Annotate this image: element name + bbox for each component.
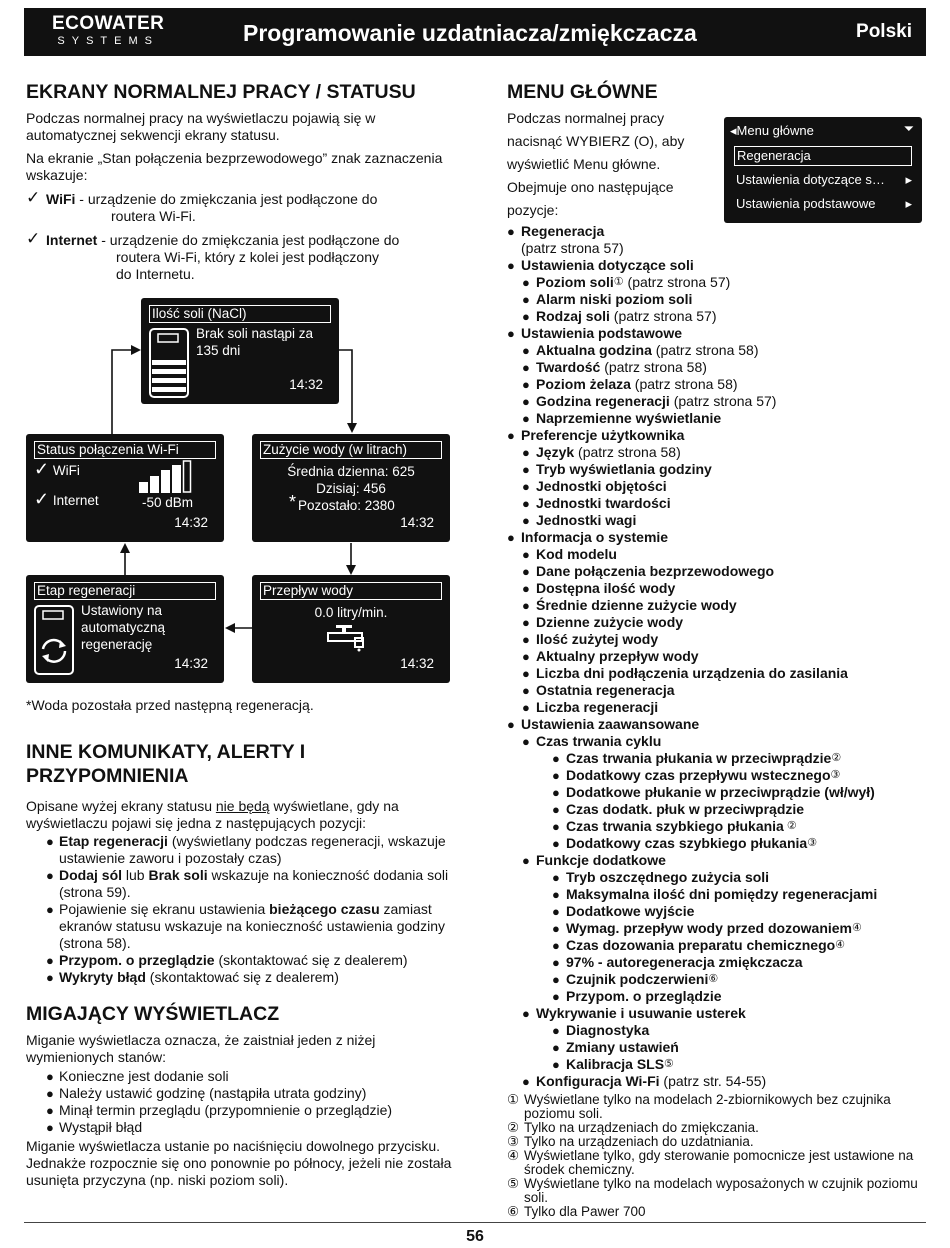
menu-tree-item-label: Naprzemienne wyświetlanie: [536, 410, 722, 426]
check-wifi-cont: routera Wi-Fi.: [111, 208, 196, 224]
footnote-number: ④: [507, 1148, 520, 1163]
menu-tree-item: [507, 461, 927, 478]
menu-tree-item-label: Kod modelu: [536, 546, 617, 562]
menu-tree-item: [507, 716, 927, 733]
section-status-title: EKRANY NORMALNEJ PRACY / STATUSU: [26, 81, 416, 103]
menu-tree-item-label: Ustawienia zaawansowane: [521, 716, 700, 732]
alert-text: (skontaktować się z dealerem): [214, 952, 408, 968]
section-alerts-title-line2: PRZYPOMNIENIA: [26, 765, 189, 787]
menu-tree-item: [507, 886, 927, 903]
footnote-number: ⑤: [507, 1176, 520, 1191]
menu-tree-item: [507, 223, 927, 240]
menu-tree-item-label: Ustawienia dotyczące soli: [521, 257, 694, 273]
bullet-icon: ●: [552, 921, 560, 936]
bullet-icon: ●: [507, 326, 515, 341]
menu-tree-item-label: Poziom soli: [536, 274, 614, 290]
menu-tree-item-label: Regeneracja: [521, 223, 605, 239]
page-title: Programowanie uzdatniacza/zmiękczacza: [243, 20, 697, 46]
alert-text: (wyświetlany podczas regeneracji, wskazuje ustawienie zaworu i pozostały czas): [59, 833, 446, 866]
section-flashing-paragraph1: Miganie wyświetlacza oznacza, że zaistniał jeden z niżej wymienionych stanów:: [26, 1032, 376, 1065]
menu-item-label: Ustawienia dotyczące s…: [736, 172, 885, 187]
menu-tree-item-label: Dodatkowy czas szybkiego płukania: [566, 835, 808, 851]
bullet-icon: ●: [522, 496, 530, 511]
menu-item-basic-settings[interactable]: [734, 194, 912, 214]
bullet-icon: ●: [552, 1057, 560, 1072]
menu-tree-item: [507, 699, 927, 716]
menu-tree-item: [507, 393, 927, 410]
bullet-icon: ●: [522, 547, 530, 562]
bullet-icon: ●: [552, 1023, 560, 1038]
menu-tree-item: [507, 631, 927, 648]
alerts-p-pre: Opisane wyżej ekrany statusu: [26, 798, 216, 814]
bullet-icon: ●: [507, 717, 515, 732]
bullet-icon: ●: [552, 887, 560, 902]
footnote-marker: ②: [783, 820, 797, 832]
footer-divider: [24, 1222, 926, 1223]
dropdown-arrow-icon: ⏷: [903, 121, 914, 136]
bullet-icon: ●: [552, 785, 560, 800]
section-status-paragraph2: Na ekranie „Stan połączenia bezprzewodowego” znak zaznaczenia wskazuje:: [26, 150, 443, 183]
menu-tree-item: [507, 308, 927, 325]
menu-tree-item: [507, 835, 927, 852]
check-internet-cont1: routera Wi-Fi, który z kolei jest podłączony: [116, 249, 379, 265]
menu-tree-item: [507, 954, 927, 971]
bullet-icon: ●: [522, 394, 530, 409]
menu-tree-item-note: (patrz strona 57): [623, 274, 731, 290]
bullet-icon: ●: [552, 768, 560, 783]
bullet-icon: ●: [507, 224, 515, 239]
alerts-p-post: wyświetlane, gdy na wyświetlaczu pojawi się jedna z następujących pozycji:: [26, 798, 399, 831]
alert-text: Pojawienie się ekranu ustawienia: [59, 901, 270, 917]
alert-text: (skontaktować się z dealerem): [145, 969, 339, 985]
screen-title: Status połączenia Wi-Fi: [34, 441, 216, 459]
checkmark-icon: ✓: [26, 229, 41, 248]
bullet-icon: ●: [522, 360, 530, 375]
footnote-remaining-water: *Woda pozostała przed następną regeneracją.: [26, 697, 314, 713]
flash-item: ● Minął termin przeglądu (przypomnienie o przeglądzie): [46, 1102, 461, 1119]
alert-bold: bieżącego czasu: [269, 901, 380, 917]
menu-tree-item: [507, 801, 927, 818]
menu-tree-item-label: Konfiguracja Wi-Fi: [536, 1073, 660, 1089]
screen-time: 14:32: [400, 656, 434, 671]
alert-item: [46, 867, 461, 901]
menu-tree-item: [507, 444, 927, 461]
menu-tree-item: [507, 580, 927, 597]
menu-tree-item-label: Czas dozowania preparatu chemicznego: [566, 937, 836, 953]
footnote-item: [507, 1135, 927, 1149]
footnote-text: Tylko dla Pawer 700: [524, 1204, 646, 1219]
menu-tree-item: [507, 733, 927, 750]
intro-line: wyświetlić Menu główne.: [507, 156, 661, 172]
menu-tree-item: [507, 750, 927, 767]
bullet-icon: ●: [507, 258, 515, 273]
menu-tree-item: [507, 971, 927, 988]
footnote-text: Wyświetlane tylko na modelach wyposażonych w czujnik poziomu soli.: [524, 1176, 918, 1205]
footnote-number: ②: [507, 1120, 520, 1135]
bullet-icon: ●: [522, 445, 530, 460]
regen-line3: regenerację: [81, 637, 153, 652]
menu-tree-item-label: Przypom. o przeglądzie: [566, 988, 722, 1004]
usage-average: Średnia dzienna: 625: [287, 464, 415, 479]
screen-title: Zużycie wody (w litrach): [260, 441, 442, 459]
menu-tree: [507, 223, 927, 1090]
bullet-icon: ●: [552, 938, 560, 953]
menu-tree-item: [507, 1039, 927, 1056]
check-wifi-text: - urządzenie do zmiękczania jest podłączone do: [75, 191, 378, 207]
menu-tree-item: [507, 274, 927, 291]
main-menu-screen: [724, 117, 922, 223]
menu-tree-item-label: Funkcje dodatkowe: [536, 852, 666, 868]
screen-title: Etap regeneracji: [34, 582, 216, 600]
screen-time: 14:32: [400, 515, 434, 530]
checkmark-icon: ✓: [34, 459, 50, 479]
menu-tree-item-label: 97% - autoregeneracja zmiękczacza: [566, 954, 803, 970]
menu-item-salt-settings[interactable]: [734, 170, 912, 190]
footnote-number: ③: [507, 1134, 520, 1149]
menu-tree-item: [507, 325, 927, 342]
bullet-icon: ●: [522, 309, 530, 324]
screen-title: Ilość soli (NaCl): [149, 305, 331, 323]
bullet-icon: ●: [522, 598, 530, 613]
menu-tree-item-label: Rodzaj soli: [536, 308, 610, 324]
bullet-icon: ●: [552, 836, 560, 851]
menu-tree-item-label: Aktualny przepływ wody: [536, 648, 699, 664]
regen-line2: automatyczną: [81, 620, 166, 635]
bullet-icon: ●: [522, 513, 530, 528]
menu-tree-item: [507, 240, 927, 257]
section-status-paragraph1: Podczas normalnej pracy na wyświetlaczu pojawią się w automatycznej sekwencji ekrany statusu.: [26, 110, 376, 143]
menu-tree-item-label: Godzina regeneracji: [536, 393, 670, 409]
alert-text: zamiast ekranów statusu wskazuje na konieczność ustawienia godziny (strona 58).: [59, 901, 445, 951]
screen-time: 14:32: [289, 377, 323, 392]
flash-item: ● Wystąpił błąd: [46, 1119, 461, 1136]
menu-tree-item-note: (patrz strona 58): [651, 342, 759, 358]
footnote-item: [507, 1177, 927, 1205]
menu-tree-item-label: Dzienne zużycie wody: [536, 614, 684, 630]
left-arrow-icon: ◂: [730, 123, 737, 138]
regen-line1: Ustawiony na: [81, 603, 163, 618]
menu-tree-item: [507, 937, 927, 954]
menu-tree-item-label: Dostępna ilość wody: [536, 580, 676, 596]
menu-tree-item: [507, 359, 927, 376]
menu-tree-item-label: Czujnik podczerwieni: [566, 971, 709, 987]
menu-tree-item: [507, 903, 927, 920]
menu-tree-item: [507, 512, 927, 529]
alert-item: [46, 901, 461, 952]
alert-bold: Dodaj sól: [59, 867, 123, 883]
bullet-icon: ●: [522, 700, 530, 715]
menu-tree-item: [507, 495, 927, 512]
check-wifi-term: WiFi: [46, 191, 76, 207]
menu-tree-item: [507, 920, 927, 937]
menu-tree-item-label: Czas trwania cyklu: [536, 733, 662, 749]
menu-tree-item: [507, 682, 927, 699]
menu-tree-item-label: Liczba regeneracji: [536, 699, 659, 715]
salt-line2: 135 dni: [196, 343, 241, 358]
footnote-text: Wyświetlane tylko, gdy sterowanie pomocnicze jest ustawione na środek chemiczny.: [524, 1148, 914, 1177]
footnote-number: ⑥: [507, 1204, 520, 1219]
bullet-icon: ●: [507, 428, 515, 443]
chevron-right-icon: ▸: [905, 196, 912, 211]
bullet-icon: ●: [522, 462, 530, 477]
usage-star: *: [289, 492, 297, 512]
usage-today: Dzisiaj: 456: [316, 481, 386, 496]
menu-tree-item: [507, 597, 927, 614]
alert-text: wskazuje na konieczność dodania soli (strona 59).: [59, 867, 449, 900]
right-column: [507, 80, 927, 1219]
section-alerts-title-line1: INNE KOMUNIKATY, ALERTY I: [26, 741, 306, 763]
menu-tree-item-label: Tryb oszczędnego zużycia soli: [566, 869, 770, 885]
menu-tree-item-label: Poziom żelaza: [536, 376, 631, 392]
bullet-icon: ●: [522, 292, 530, 307]
menu-tree-item: [507, 869, 927, 886]
logo-line2: SYSTEMS: [57, 35, 159, 47]
bullet-icon: ●: [552, 989, 560, 1004]
menu-header-label: Menu główne: [736, 123, 814, 138]
section-flashing-paragraph2: Miganie wyświetlacza ustanie po naciśnięciu dowolnego przycisku. Jednakże rozpocznie się ono ponownie po północy, jeżeli nie została usunięta przyczyna (np. niski poziom soli).: [26, 1138, 452, 1188]
menu-tree-item-label: Jednostki twardości: [536, 495, 671, 511]
menu-tree-item-label: Twardość: [536, 359, 601, 375]
bullet-icon: ●: [552, 904, 560, 919]
menu-tree-item: [507, 257, 927, 274]
menu-tree-item-note: (patrz strona 57): [521, 240, 624, 256]
footnote-item: [507, 1121, 927, 1135]
page-number: 56: [466, 1228, 484, 1245]
menu-tree-item-label: Wykrywanie i usuwanie usterek: [536, 1005, 746, 1021]
bullet-icon: ●: [507, 530, 515, 545]
section-alerts-paragraph: [26, 798, 461, 832]
menu-tree-item-note: (patrz strona 58): [574, 444, 681, 460]
menu-tree-item-label: Dane połączenia bezprzewodowego: [536, 563, 775, 579]
menu-tree-item-label: Język: [536, 444, 575, 460]
menu-tree-item-label: Dodatkowe płukanie w przeciwprądzie (wł/wył): [566, 784, 875, 800]
bullet-icon: ●: [522, 632, 530, 647]
menu-tree-item-label: Czas trwania szybkiego płukania: [566, 818, 784, 834]
left-column-bottom: [26, 697, 461, 1189]
footnote-item: [507, 1149, 927, 1177]
bullet-icon: ●: [522, 649, 530, 664]
main-menu-title: MENU GŁÓWNE: [507, 81, 658, 103]
menu-tree-item-label: Średnie dzienne zużycie wody: [536, 597, 737, 613]
menu-tree-item-note: (patrz strona 57): [669, 393, 777, 409]
salt-line1: Brak soli nastąpi za: [196, 326, 314, 341]
menu-tree-item: [507, 342, 927, 359]
check-internet-cont2: do Internetu.: [116, 266, 195, 282]
bullet-icon: ●: [522, 853, 530, 868]
menu-header-row: [730, 121, 912, 141]
intro-line: nacisnąć WYBIERZ (O), aby: [507, 133, 685, 149]
alert-bold: Brak soli: [148, 867, 208, 883]
footnote-marker: ④: [835, 939, 846, 951]
menu-tree-item-label: Alarm niski poziom soli: [536, 291, 693, 307]
menu-tree-item-label: Aktualna godzina: [536, 342, 652, 358]
alert-text: lub: [122, 867, 149, 883]
menu-tree-item: [507, 546, 927, 563]
menu-tree-item: [507, 563, 927, 580]
flash-item: ● Należy ustawić godzinę (nastąpiła utrata godziny): [46, 1085, 461, 1102]
internet-label: Internet: [52, 493, 99, 508]
footnote-marker: ③: [807, 837, 818, 849]
bullet-icon: ●: [522, 666, 530, 681]
bullet-icon: ●: [522, 615, 530, 630]
intro-line: pozycje:: [507, 202, 559, 218]
menu-tree-item-label: Diagnostyka: [566, 1022, 650, 1038]
bullet-icon: ●: [552, 870, 560, 885]
bullet-icon: ●: [522, 564, 530, 579]
menu-tree-item: [507, 988, 927, 1005]
footnote-text: Tylko na urządzeniach do zmiękczania.: [524, 1120, 759, 1135]
bullet-icon: ●: [552, 955, 560, 970]
menu-tree-item-label: Jednostki objętości: [536, 478, 667, 494]
bullet-icon: ●: [522, 411, 530, 426]
bullet-icon: ●: [522, 343, 530, 358]
bullet-icon: ●: [552, 972, 560, 987]
alert-bold: Wykryty błąd: [59, 969, 146, 985]
menu-item-label: Ustawienia podstawowe: [736, 196, 876, 211]
menu-tree-item: [507, 784, 927, 801]
usage-remaining: Pozostało: 2380: [298, 498, 395, 513]
screen-time: 14:32: [174, 515, 208, 530]
bullet-icon: ●: [552, 1040, 560, 1055]
flow-value: 0.0 litry/min.: [314, 605, 388, 620]
footnote-text: Wyświetlane tylko na modelach 2-zbiornikowych bez czujnika poziomu soli.: [524, 1092, 891, 1121]
check-internet-term: Internet: [46, 232, 98, 248]
menu-tree-item: [507, 291, 927, 308]
menu-tree-item-note: (patrz strona 58): [630, 376, 738, 392]
menu-item-regeneration[interactable]: [734, 146, 912, 166]
menu-tree-item: [507, 410, 927, 427]
menu-tree-item: [507, 478, 927, 495]
bullet-icon: ●: [522, 734, 530, 749]
intro-line: Podczas normalnej pracy: [507, 110, 665, 126]
menu-tree-item: [507, 818, 927, 835]
menu-tree-item: [507, 427, 927, 444]
menu-tree-item-label: Informacja o systemie: [521, 529, 669, 545]
menu-tree-item-label: Preferencje użytkownika: [521, 427, 685, 443]
flash-item: ● Konieczne jest dodanie soli: [46, 1068, 461, 1085]
menu-tree-item-label: Zmiany ustawień: [566, 1039, 679, 1055]
bullet-icon: ●: [522, 581, 530, 596]
menu-tree-item-label: Ilość zużytej wody: [536, 631, 659, 647]
footnote-text: Tylko na urządzeniach do uzdatniania.: [524, 1134, 754, 1149]
alert-item: [46, 952, 461, 969]
screen-title: Przepływ wody: [260, 582, 442, 600]
menu-tree-item: [507, 767, 927, 784]
menu-tree-item-label: Wymag. przepływ wody przed dozowaniem: [566, 920, 853, 936]
wifi-label: WiFi: [52, 463, 80, 478]
footnote-marker: ③: [830, 769, 841, 781]
menu-tree-item-note: (patrz strona 57): [609, 308, 717, 324]
logo-line1: ECOWATER: [52, 13, 165, 34]
menu-tree-item-label: Ostatnia regeneracja: [536, 682, 675, 698]
bullet-icon: ●: [522, 275, 530, 290]
bullet-icon: ●: [552, 802, 560, 817]
menu-tree-item: [507, 1005, 927, 1022]
check-internet-text: - urządzenie do zmiękczania jest podłączone do: [97, 232, 400, 248]
alert-item: [46, 969, 461, 986]
menu-tree-item: [507, 376, 927, 393]
footnote-marker: ④: [852, 922, 862, 934]
footnote-item: [507, 1093, 927, 1121]
checkmark-icon: ✓: [34, 489, 50, 509]
language-label: Polski: [856, 21, 912, 42]
intro-line: Obejmuje ono następujące: [507, 179, 674, 195]
menu-tree-item-label: Dodatkowe wyjście: [566, 903, 695, 919]
footnote-marker: ⑥: [708, 973, 719, 985]
menu-tree-item-label: Maksymalna ilość dni pomiędzy regeneracjami: [566, 886, 878, 902]
alert-item: [46, 833, 461, 867]
menu-item-label: Regeneracja: [737, 148, 811, 163]
menu-tree-item-label: Kalibracja SLS: [566, 1056, 665, 1072]
footnote-marker: ①: [613, 276, 624, 288]
alerts-p-underlined: nie będą: [215, 798, 270, 814]
screen-time: 14:32: [174, 656, 208, 671]
footnote-marker: ②: [831, 752, 842, 764]
menu-tree-item: [507, 1022, 927, 1039]
bullet-icon: ●: [552, 819, 560, 834]
menu-tree-item: [507, 852, 927, 869]
menu-tree-item-note: (patrz strona 58): [600, 359, 707, 375]
alert-bold: Przypom. o przeglądzie: [59, 952, 215, 968]
menu-tree-item: [507, 529, 927, 546]
menu-tree-item: [507, 614, 927, 631]
footnote-marker: ⑤: [664, 1058, 674, 1070]
alert-bold: Etap regeneracji: [59, 833, 168, 849]
menu-tree-item-label: Liczba dni podłączenia urządzenia do zasilania: [536, 665, 848, 681]
menu-tree-item: [507, 1056, 927, 1073]
bullet-icon: ●: [522, 1006, 530, 1021]
bullet-icon: ●: [522, 479, 530, 494]
bullet-icon: ●: [522, 1074, 530, 1089]
bullet-icon: ●: [522, 683, 530, 698]
checkmark-icon: ✓: [26, 188, 41, 207]
section-flashing-title: MIGAJĄCY WYŚWIETLACZ: [26, 1003, 280, 1025]
menu-tree-item: [507, 648, 927, 665]
chevron-right-icon: ▸: [905, 172, 912, 187]
menu-tree-item-label: Czas dodatk. płuk w przeciwprądzie: [566, 801, 805, 817]
menu-tree-item-note: (patrz str. 54-55): [659, 1073, 767, 1089]
footnote-item: [507, 1205, 927, 1219]
menu-tree-item: [507, 665, 927, 682]
menu-tree-item-label: Ustawienia podstawowe: [521, 325, 683, 341]
footnote-number: ①: [507, 1092, 520, 1107]
menu-tree-item: [507, 1073, 927, 1090]
menu-tree-item-label: Dodatkowy czas przepływu wstecznego: [566, 767, 831, 783]
signal-dbm: -50 dBm: [142, 495, 194, 510]
bullet-icon: ●: [552, 751, 560, 766]
menu-tree-item-label: Jednostki wagi: [536, 512, 637, 528]
bullet-icon: ●: [522, 377, 530, 392]
footnotes: [507, 1093, 927, 1219]
menu-tree-item-label: Czas trwania płukania w przeciwprądzie: [566, 750, 832, 766]
menu-tree-item-label: Tryb wyświetlania godziny: [536, 461, 712, 477]
